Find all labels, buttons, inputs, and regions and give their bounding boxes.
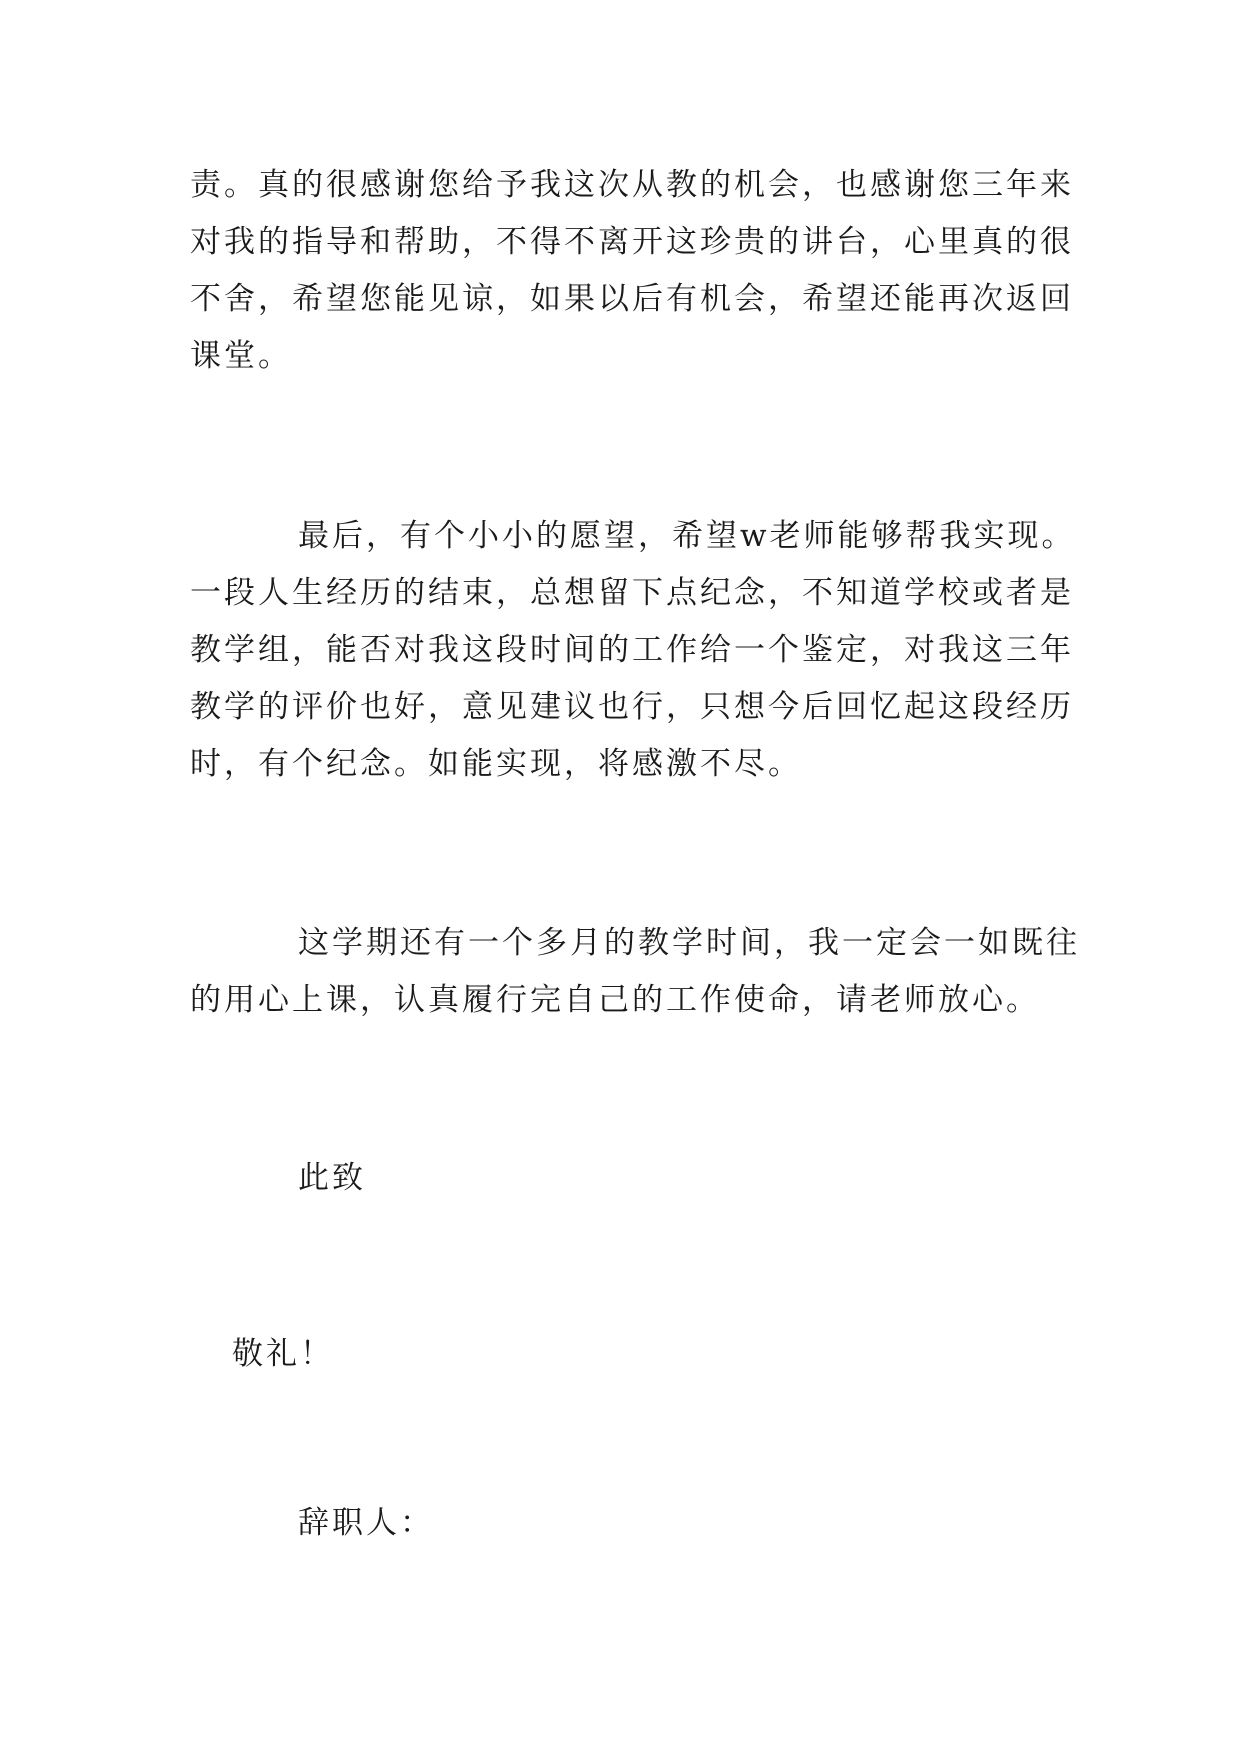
paragraph-1-line-1: 责。真的很感谢您给予我这次从教的机会，也感谢您三年来 [190,167,1074,203]
paragraph-1-line-2: 对我的指导和帮助，不得不离开这珍贵的讲台，心里真的很 [190,224,1074,260]
paragraph-2-line-2: 一段人生经历的结束，总想留下点纪念，不知道学校或者是 [190,575,1074,611]
paragraph-2-line-1: 最后，有个小小的愿望，希望w老师能够帮我实现。 [298,518,1076,554]
paragraph-3-line-1: 这学期还有一个多月的教学时间，我一定会一如既往 [298,925,1080,961]
paragraph-2-line-3: 教学组，能否对我这段时间的工作给一个鉴定，对我这三年 [190,632,1074,668]
paragraph-1-line-4: 课堂。 [190,338,292,374]
signature-label: 辞职人： [298,1505,434,1541]
paragraph-2-line-4: 教学的评价也好，意见建议也行，只想今后回忆起这段经历 [190,689,1074,725]
regards-text: 敬礼！ [232,1336,334,1372]
paragraph-1-line-3: 不舍，希望您能见谅，如果以后有机会，希望还能再次返回 [190,281,1074,317]
paragraph-2-line-5: 时，有个纪念。如能实现，将感激不尽。 [190,746,802,782]
salutation-text: 此致 [298,1160,366,1196]
paragraph-3-line-2: 的用心上课，认真履行完自己的工作使命，请老师放心。 [190,982,1040,1018]
